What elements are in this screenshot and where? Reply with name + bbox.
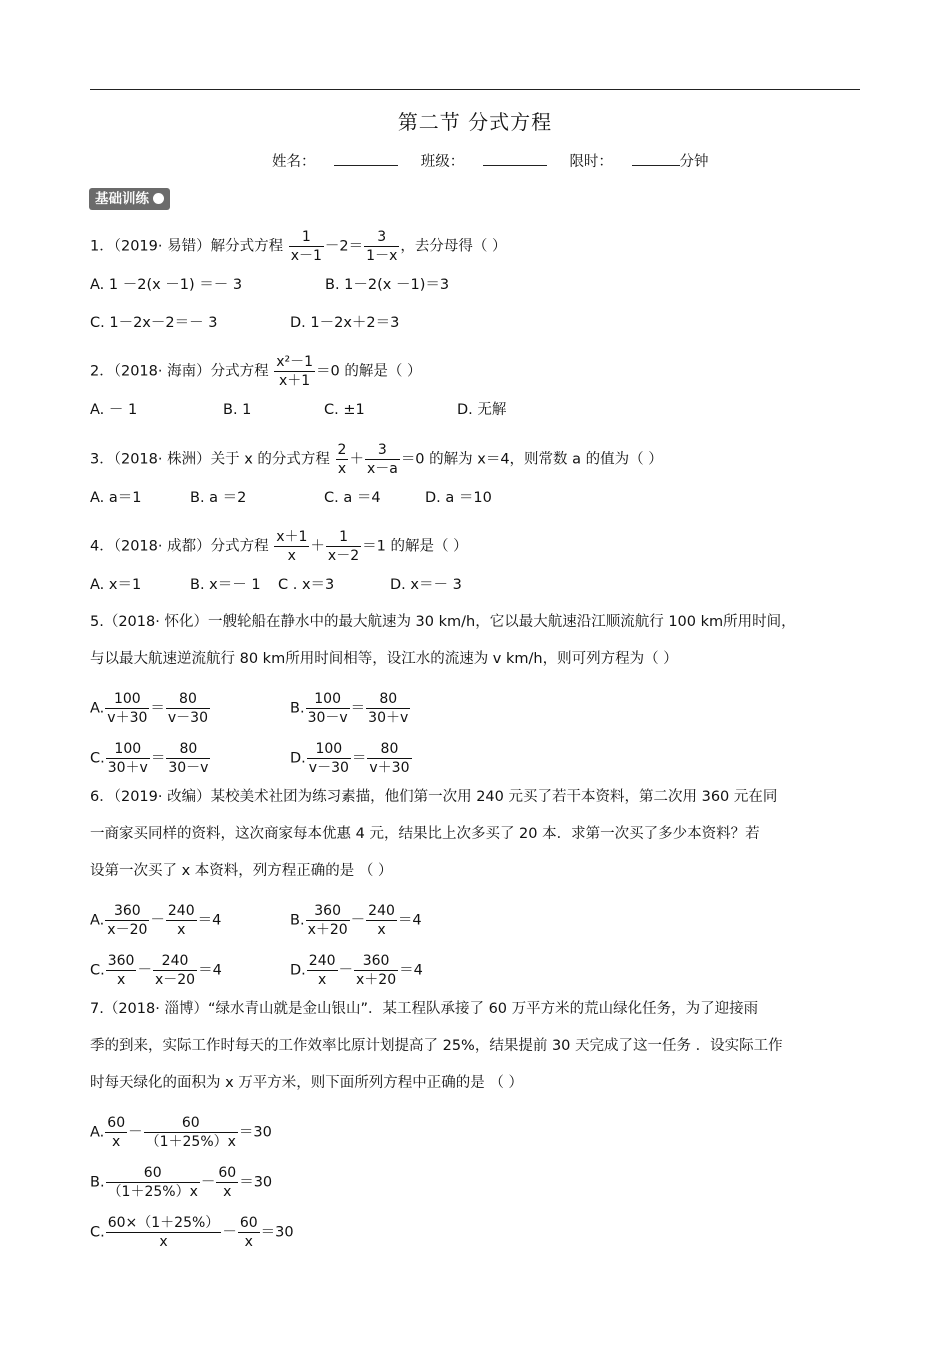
q3-fraction-1 xyxy=(336,441,349,478)
right-hand-side: ＝30 xyxy=(238,1124,272,1141)
left-fraction xyxy=(106,1214,222,1251)
right-fraction xyxy=(166,740,210,777)
right-hand-side: ＝30 xyxy=(239,1174,273,1191)
left-fraction xyxy=(306,902,350,939)
option-label: A. xyxy=(90,1124,105,1141)
denominator: 1－x xyxy=(366,248,398,264)
numerator: 360 xyxy=(362,953,390,969)
right-fraction xyxy=(166,902,197,939)
question-4 xyxy=(90,528,468,564)
numerator: 360 xyxy=(113,903,141,919)
numerator: 100 xyxy=(315,741,343,757)
right-hand-side: ＝4 xyxy=(397,912,422,929)
badge-circle-icon xyxy=(153,193,164,204)
right-hand-side: ＝4 xyxy=(399,962,423,979)
q5-option-c[interactable] xyxy=(90,740,290,777)
numerator: 2 xyxy=(337,442,347,458)
option-label: A. xyxy=(90,912,105,929)
q6-option-c[interactable] xyxy=(90,952,290,989)
question-1 xyxy=(90,228,507,264)
left-fraction xyxy=(307,952,338,989)
right-fraction xyxy=(367,740,411,777)
numerator: 100 xyxy=(114,741,142,757)
numerator: 100 xyxy=(314,691,341,707)
q7-option-a[interactable] xyxy=(90,1114,272,1150)
q2-option-a[interactable]: A. － 1 xyxy=(90,402,138,418)
time-label: 限时： xyxy=(569,154,613,170)
numerator: 80 xyxy=(379,691,398,707)
minus-sign: － xyxy=(222,1224,237,1241)
q5-option-a[interactable] xyxy=(90,690,290,727)
q5-options-row-2 xyxy=(90,740,413,776)
equals-sign: ＝ xyxy=(150,700,165,717)
denominator: x＋20 xyxy=(356,972,397,988)
q2-option-b[interactable]: B. 1 xyxy=(223,402,252,418)
numerator: 60 xyxy=(218,1165,237,1181)
q2-option-c[interactable]: C. ±1 xyxy=(324,402,365,418)
right-fraction xyxy=(238,1214,260,1251)
q3-options xyxy=(90,485,492,511)
option-label: A. xyxy=(90,700,105,717)
q4-option-c[interactable]: C . x＝3 xyxy=(278,577,335,593)
denominator: v－30 xyxy=(167,710,208,726)
left-fraction xyxy=(106,952,137,989)
q3-prefix: 3．（2018· 株洲）关于 x 的分式方程 xyxy=(90,451,330,468)
q7-line-3: 时每天绿化的面积为 x 万平方米，则下面所列方程中正确的是 （ ） xyxy=(90,1075,524,1091)
question-2 xyxy=(90,353,422,389)
q3-option-b[interactable]: B. a ＝2 xyxy=(190,490,247,506)
q1-mid: －2＝ xyxy=(324,238,364,255)
denominator: x－2 xyxy=(327,548,360,564)
denominator: （1＋25%）x xyxy=(145,1134,236,1150)
q1-options-row-2 xyxy=(90,310,399,336)
left-fraction xyxy=(106,740,150,777)
minus-sign: － xyxy=(200,1174,216,1191)
q2-fraction xyxy=(274,353,315,390)
left-fraction xyxy=(106,1164,200,1201)
student-info xyxy=(272,150,709,171)
q4-prefix: 4．（2018· 成都）分式方程 xyxy=(90,538,269,555)
denominator: x＋1 xyxy=(274,371,315,390)
numerator: 3 xyxy=(377,442,387,458)
minus-sign: － xyxy=(150,912,165,929)
numerator: 240 xyxy=(161,953,189,969)
denominator: x xyxy=(336,459,349,478)
right-fraction xyxy=(153,952,197,989)
minus-sign: － xyxy=(137,962,152,979)
q5-line-2: 与以最大航速逆流航行 80 km所用时间相等，设江水的流速为 v km/h，则可列方程为（ ） xyxy=(90,651,678,667)
q3-option-a[interactable]: A. a＝1 xyxy=(90,490,142,506)
equals-sign: ＝ xyxy=(150,750,166,767)
denominator: v－30 xyxy=(308,760,349,776)
q5-option-b[interactable] xyxy=(290,690,411,727)
denominator: v＋30 xyxy=(369,760,410,776)
section-badge xyxy=(89,188,170,210)
denominator: v＋30 xyxy=(107,710,148,726)
numerator: 80 xyxy=(179,691,197,707)
right-hand-side: ＝30 xyxy=(260,1224,294,1241)
denominator: （1＋25%）x xyxy=(107,1184,198,1200)
q6-line-2: 一商家买同样的资料，这次商家每本优惠 4 元，结果比上次多买了 20 本．求第一次买了多少本资料？若 xyxy=(90,826,760,842)
denominator: x－1 xyxy=(290,248,322,264)
q4-fraction-2 xyxy=(326,528,361,565)
q4-suffix: ＝1 的解是（ ） xyxy=(362,538,468,555)
denominator: x－a xyxy=(366,461,398,477)
option-label: B. xyxy=(90,1174,105,1191)
numerator: 60 xyxy=(181,1115,200,1131)
option-label: B. xyxy=(290,912,305,929)
numerator: 240 xyxy=(167,903,195,919)
q6-options-row-2 xyxy=(90,952,423,988)
numerator: 360 xyxy=(314,903,341,919)
numerator: 3 xyxy=(377,229,387,245)
left-fraction xyxy=(306,690,350,727)
q4-fraction-1 xyxy=(274,528,309,565)
numerator: 60×（1＋25%） xyxy=(107,1215,220,1231)
time-blank[interactable] xyxy=(632,151,680,166)
numerator: 1 xyxy=(301,229,311,245)
q1-option-d[interactable]: D. 1－2x＋2＝3 xyxy=(290,315,400,331)
q1-fraction-2 xyxy=(364,228,399,265)
right-hand-side: ＝4 xyxy=(197,912,222,929)
denominator: 30－v xyxy=(168,760,209,776)
q7-option-c[interactable] xyxy=(90,1214,294,1250)
name-blank[interactable] xyxy=(334,151,398,166)
q2-prefix: 2．（2018· 海南）分式方程 xyxy=(90,363,269,380)
option-label: C. xyxy=(90,962,105,979)
denominator: x xyxy=(366,920,397,939)
denominator: x xyxy=(106,1232,222,1251)
right-fraction xyxy=(144,1114,238,1151)
q6-line-3: 设第一次买了 x 本资料，列方程正确的是 （ ） xyxy=(90,863,393,879)
q6-option-d[interactable] xyxy=(290,952,423,989)
page-title: 第二节 分式方程 xyxy=(397,110,553,134)
numerator: 240 xyxy=(368,903,395,919)
q1-option-a[interactable]: A. 1 －2(x －1) ＝－ 3 xyxy=(90,277,243,293)
top-rule xyxy=(90,89,860,90)
q4-option-b[interactable]: B. x＝－ 1 xyxy=(190,577,261,593)
class-blank[interactable] xyxy=(483,151,547,166)
numerator: 100 xyxy=(113,691,141,707)
q1-suffix: ，去分母得（ ） xyxy=(400,238,507,255)
q6-option-b[interactable] xyxy=(290,902,422,939)
q6-options-row-1 xyxy=(90,902,422,938)
q7-option-b[interactable] xyxy=(90,1164,273,1200)
q5-options-row-1 xyxy=(90,690,411,726)
class-label: 班级： xyxy=(420,154,465,170)
denominator: 30＋v xyxy=(368,710,409,726)
q1-options-row-1 xyxy=(90,272,449,298)
q3-option-d[interactable]: D. a ＝10 xyxy=(425,490,492,506)
q6-line-1: 6．（2019· 改编）某校美术社团为练习素描，他们第一次用 240 元买了若干本资料，第二次用 360 元在同 xyxy=(90,789,778,805)
numerator: 60 xyxy=(239,1215,258,1231)
q4-options xyxy=(90,572,462,598)
q1-prefix: 1．（2019· 易错）解分式方程 xyxy=(90,238,284,255)
numerator: 240 xyxy=(308,953,336,969)
equals-sign: ＝ xyxy=(350,700,366,717)
minus-sign: － xyxy=(338,962,354,979)
denominator: x＋20 xyxy=(307,922,348,938)
right-fraction xyxy=(366,902,397,939)
question-3 xyxy=(90,441,663,477)
minus-sign: － xyxy=(350,912,366,929)
q7-line-1: 7.（2018· 淄博）“绿水青山就是金山银山”．某工程队承接了 60 万平方米的荒山绿化任务，为了迎接雨 xyxy=(90,1001,759,1017)
name-label: 姓名： xyxy=(272,154,316,170)
q2-options xyxy=(90,397,506,423)
denominator: 30＋v xyxy=(107,760,148,776)
section-badge-label: 基础训练 xyxy=(95,191,149,207)
q5-option-d[interactable] xyxy=(290,740,413,777)
minus-sign: － xyxy=(128,1124,143,1141)
q7-line-2: 季的到来，实际工作时每天的工作效率比原计划提高了 25%，结果提前 30 天完成了这一任务 ．设实际工作 xyxy=(90,1038,783,1054)
left-fraction xyxy=(105,690,149,727)
q3-plus: ＋ xyxy=(349,451,364,468)
denominator: x－20 xyxy=(154,972,196,988)
option-label: D. xyxy=(290,962,306,979)
time-unit: 分钟 xyxy=(679,154,709,170)
right-hand-side: ＝4 xyxy=(198,962,222,979)
left-fraction xyxy=(105,1114,127,1151)
q6-option-a[interactable] xyxy=(90,902,290,939)
denominator: x xyxy=(105,1132,127,1151)
q3-option-c[interactable]: C. a ＝4 xyxy=(324,490,381,506)
q2-option-d[interactable]: D. 无解 xyxy=(457,402,507,418)
denominator: x－20 xyxy=(107,922,148,938)
numerator: 80 xyxy=(179,741,198,757)
numerator: 60 xyxy=(107,1115,126,1131)
option-label: B. xyxy=(290,700,305,717)
q4-plus: ＋ xyxy=(310,538,325,555)
numerator: 80 xyxy=(380,741,399,757)
numerator: x＋1 xyxy=(276,529,308,545)
denominator: x xyxy=(238,1232,260,1251)
right-fraction xyxy=(366,690,410,727)
q4-option-a[interactable]: A. x＝1 xyxy=(90,577,142,593)
left-fraction xyxy=(105,902,149,939)
q1-option-c[interactable]: C. 1－2x－2＝－ 3 xyxy=(90,315,218,331)
q2-suffix: ＝0 的解是（ ） xyxy=(316,363,422,380)
right-fraction xyxy=(354,952,398,989)
numerator: x²－1 xyxy=(276,354,314,370)
numerator: 360 xyxy=(107,953,135,969)
denominator: x xyxy=(274,546,309,565)
q3-fraction-2 xyxy=(365,441,400,478)
denominator: x xyxy=(106,970,137,989)
numerator: 1 xyxy=(339,529,348,545)
equals-sign: ＝ xyxy=(351,750,367,767)
q3-suffix: ＝0 的解为 x＝4，则常数 a 的值为（ ） xyxy=(400,451,663,468)
q5-line-1: 5.（2018· 怀化）一艘轮船在静水中的最大航速为 30 km/h，它以最大航速沿江顺流航行 100 km所用时间， xyxy=(90,614,796,630)
option-label: C. xyxy=(90,1224,105,1241)
option-label: C. xyxy=(90,750,105,767)
right-fraction xyxy=(166,690,210,727)
denominator: 30－v xyxy=(307,710,348,726)
q4-option-d[interactable]: D. x＝－ 3 xyxy=(390,577,462,593)
denominator: x xyxy=(307,970,338,989)
q1-option-b[interactable]: B. 1－2(x －1)＝3 xyxy=(325,277,450,293)
numerator: 60 xyxy=(143,1165,162,1181)
right-fraction xyxy=(216,1164,238,1201)
q1-fraction-1 xyxy=(289,228,324,265)
denominator: x xyxy=(166,920,197,939)
option-label: D. xyxy=(290,750,306,767)
denominator: x xyxy=(216,1182,238,1201)
left-fraction xyxy=(307,740,351,777)
